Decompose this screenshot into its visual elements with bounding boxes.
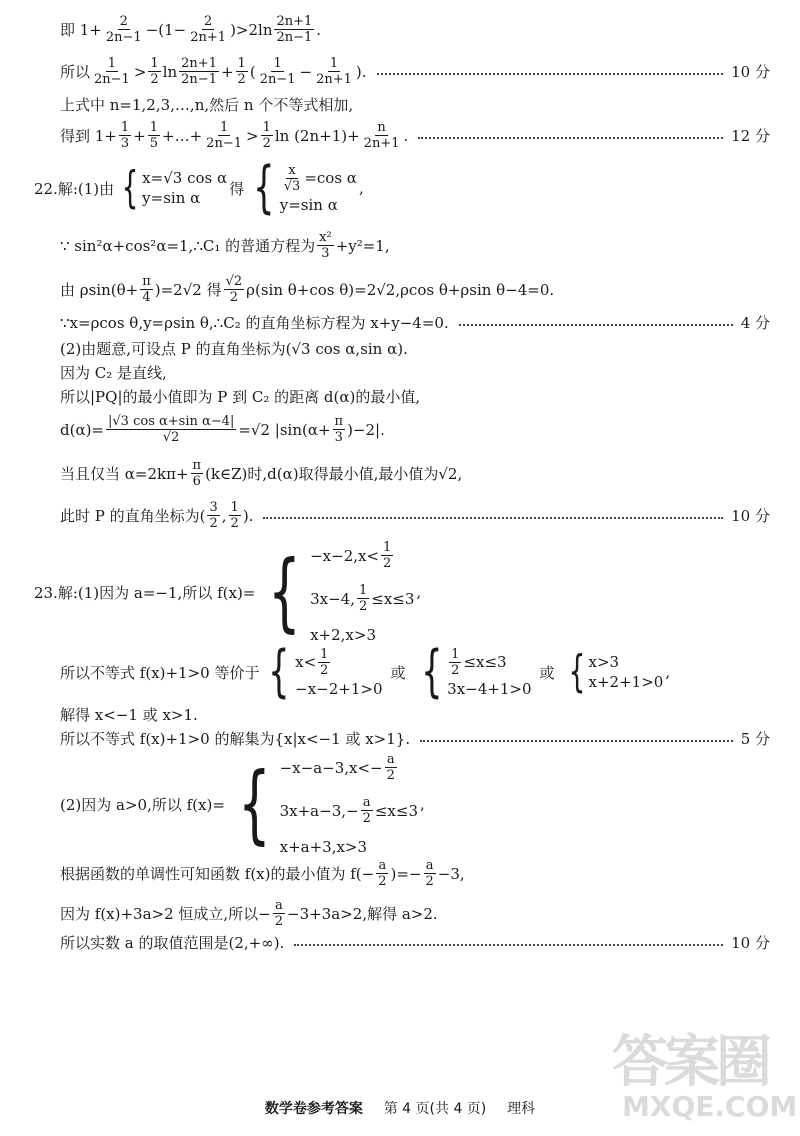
text: 根据函数的单调性可知函数 f(x)的最小值为 f(− [60,865,375,883]
fraction: $\frac{1}{2n-1}$ [206,120,242,151]
solution-line [34,540,770,644]
text: )=2√2 得 [154,281,222,299]
text: ln (2n+1)+ [274,126,360,145]
text: ≤x≤3 [463,653,507,671]
fraction: $\frac{2}{2n+1}$ [190,14,227,45]
fraction: $\frac{√2}{2}$ [225,274,243,305]
fraction: $\frac{\pi}{6}$ [192,458,202,489]
text: ( [249,62,256,81]
text: −3+3a>2,解得 a>2. [287,905,438,923]
text: 解得 x<−1 或 x>1. [60,706,198,724]
solution-line [60,704,770,725]
problem-number: 22.解:(1)由 [34,179,115,198]
score-label: 10 分 [731,507,770,525]
text: ≤x≤3 [374,801,418,820]
text: =cos α [304,169,357,187]
solution-line [60,752,770,856]
fraction: $\frac{n}{2n+1}$ [363,120,400,151]
solution-line [60,500,770,531]
text: , [420,795,425,813]
text: − [299,62,313,81]
text: . [316,20,322,39]
dot-leader [294,944,723,946]
text: 上式中 n=1,2,3,…,n,然后 n 个不等式相加, [60,96,354,114]
text: 所以实数 a 的取值范围是(2,+∞). [60,934,285,952]
solution-line [60,639,770,704]
text: −3, [437,864,465,883]
solution-line [60,312,770,333]
solution-line [60,338,770,359]
text: x< [295,653,317,671]
text: ). [242,506,254,525]
equation-system [414,639,532,704]
text: x=√3 cos α [142,169,228,187]
text: )−2|. [347,420,385,439]
piecewise-function [257,540,414,644]
solution-line [60,230,770,261]
text: > [245,126,259,145]
solution-line [60,120,770,151]
score-label: 4 分 [740,314,770,332]
fraction: $\frac{1}{2n-1}$ [259,56,296,87]
text: x+2+1>0 [588,673,664,691]
fraction: $\frac{2}{2n-1}$ [105,14,142,45]
brace-icon: { [237,754,271,854]
equation-system [116,162,228,213]
dot-leader [459,324,733,326]
text: ρ(sin θ+cos θ)=2√2,ρcos θ+ρsin θ−4=0. [246,280,555,299]
equation-system [246,155,357,220]
text: +…+ [162,126,203,145]
text: 所以 [60,63,91,81]
text: +y²=1, [335,236,390,255]
text: , [358,179,364,197]
problem-number: 23.解:(1)因为 a=−1,所以 f(x)= [34,583,256,602]
fraction: $\frac{\text{|√3 cos α+sin α−4|}}{√2}$ [108,414,235,445]
text: 3x+a−3,− [279,801,359,820]
text: x+a+3,x>3 [279,838,368,856]
solution-line [60,56,770,87]
fraction: $\frac{1}{2}$ [150,56,159,87]
fraction: $\frac{a}{2}$ [386,752,395,783]
fraction: $\frac{a}{2}$ [425,858,434,889]
fraction: $\frac{1}{2}$ [358,583,368,614]
solution-line [60,94,770,115]
text: 得 [229,179,245,198]
fraction: $\frac{1}{2}$ [320,646,329,678]
text: 3x−4+1>0 [447,679,532,698]
dot-leader [420,740,733,742]
text: ≤x≤3 [371,589,415,608]
text: + [220,62,234,81]
text: 所以不等式 f(x)+1>0 的解集为{x|x<−1 或 x>1}. [60,730,411,748]
text: (k∈Z)时,d(α)取得最小值,最小值为√2, [205,465,463,483]
text: x+2,x>3 [310,626,377,644]
text: ). [355,62,367,81]
dot-leader [418,137,723,139]
fraction: $\frac{\text{x²}}{3}$ [319,230,332,261]
fraction: $\frac{a}{2}$ [274,898,284,929]
text: 由 ρsin(θ+ [60,281,139,299]
solution-line [60,362,770,383]
text: 3x−4, [310,589,355,608]
dot-leader [377,73,724,75]
solution-line [60,458,770,489]
text: 因为 f(x)+3a>2 恒成立,所以− [60,905,271,923]
text: ∵x=ρcos θ,y=ρsin θ,∴C₂ 的直角坐标方程为 x+y−4=0. [60,314,449,332]
watermark-text: 答案圈 [612,1030,768,1095]
text: 所以|PQ|的最小值即为 P 到 C₂ 的距离 d(α)的最小值, [60,388,421,406]
solution-line [60,728,770,749]
text: y=sin α [142,189,201,207]
score-label: 12 分 [731,127,770,145]
dot-leader [263,517,723,519]
text: (2)由题意,可设点 P 的直角坐标为(√3 cos α,sin α). [60,340,408,358]
page-footer [0,1098,800,1118]
equation-system [261,639,383,704]
solution-line [60,274,770,305]
fraction: $\frac{1}{2}$ [451,646,460,678]
text: x>3 [588,653,620,671]
text: . [403,126,409,145]
text: −x−2+1>0 [295,679,383,698]
text: −x−2,x< [310,546,380,565]
watermark-url: MXQE.COM [622,1090,798,1123]
fraction: $\frac{1}{2}$ [262,120,271,151]
text: =√2 |sin(α+ [238,420,331,439]
text: 因为 C₂ 是直线, [60,364,167,382]
brace-icon: { [568,646,585,697]
brace-icon: { [121,162,139,213]
fraction: $\frac{x}{√3}$ [283,162,301,194]
text: y=sin α [279,195,338,214]
fraction: $\frac{1}{2}$ [383,540,392,571]
text: d(α)= [60,420,105,439]
brace-icon: { [268,639,290,704]
fraction: $\frac{1}{2n-1}$ [94,56,130,87]
solution-line [34,155,770,220]
fraction: $\frac{a}{2}$ [362,795,371,826]
text: 所以不等式 f(x)+1>0 等价于 [60,663,260,682]
page-number: 第 4 页(共 4 页) [383,1101,487,1117]
fraction: $\frac{\pi}{3}$ [334,414,344,445]
text: )>2ln [230,20,273,39]
fraction: $\frac{1}{5}$ [149,120,159,151]
fraction: $\frac{2n+1}{2n-1}$ [181,56,217,87]
fraction: $\frac{1}{2n+1}$ [316,56,352,87]
score-label: 10 分 [731,934,770,952]
footer-subject: 理科 [507,1101,536,1117]
solution-line [60,932,770,953]
brace-icon: { [268,542,302,642]
text: 得到 1+ [60,127,117,145]
solution-line [60,414,770,445]
text: , [221,506,227,525]
text: ln [162,62,178,81]
footer-title: 数学卷参考答案 [264,1101,363,1117]
text: 当且仅当 α=2kπ+ [60,465,189,483]
solution-line [60,858,770,889]
fraction: $\frac{2n+1}{2n-1}$ [276,14,313,45]
text: )=− [390,864,422,883]
fraction: $\frac{1}{2}$ [237,56,246,87]
brace-icon: { [420,639,443,704]
score-label: 5 分 [740,730,770,748]
fraction: $\frac{1}{3}$ [120,120,130,151]
text: 即 1+ [60,21,102,39]
solution-line [60,386,770,407]
equation-system [563,646,664,697]
score-label: 10 分 [731,63,770,81]
piecewise-function [227,752,418,856]
text: + [133,126,146,145]
fraction: $\frac{a}{2}$ [378,858,387,889]
text: ∵ sin²α+cos²α=1,∴C₁ 的普通方程为 [60,237,316,255]
text: 此时 P 的直角坐标为( [60,507,206,525]
text: , [665,663,671,681]
text: −(1− [145,20,187,39]
text: 或 [390,663,406,682]
text: 或 [539,663,555,682]
fraction: $\frac{3}{2}$ [209,500,218,531]
text: −x−a−3,x<− [279,758,383,777]
text: (2)因为 a>0,所以 f(x)= [60,795,225,814]
text: > [133,62,147,81]
solution-line [60,898,770,929]
fraction: $\frac{1}{2}$ [230,500,239,531]
solution-line [60,14,770,45]
text: , [416,583,422,601]
fraction: $\frac{\pi}{4}$ [142,274,151,305]
brace-icon: { [253,155,275,220]
